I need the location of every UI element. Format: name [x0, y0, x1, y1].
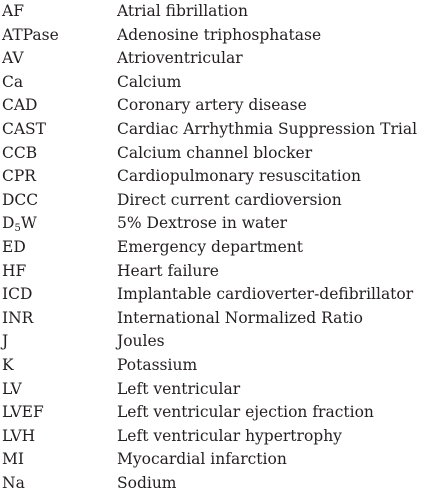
abbreviation: CPR: [2, 167, 36, 186]
abbreviation: DCC: [2, 190, 39, 209]
abbreviation: ED: [2, 237, 26, 256]
abbreviation: LVH: [2, 426, 36, 445]
abbreviation-main: D: [2, 214, 15, 233]
abbreviation-row: [2, 94, 430, 118]
abbreviation-row: [2, 283, 430, 307]
abbreviation-rest: W: [20, 214, 37, 233]
abbreviation-row: [2, 142, 430, 166]
abbreviation: ATPase: [2, 25, 59, 44]
definition: International Normalized Ratio: [117, 308, 363, 327]
abbreviation-row: [2, 189, 430, 213]
abbreviation-row: [2, 330, 430, 354]
abbreviation-row: [2, 71, 430, 95]
abbreviation-row: [2, 425, 430, 449]
abbreviation-row: [2, 212, 430, 236]
abbreviation: K: [2, 355, 14, 374]
definition: Cardiac Arrhythmia Suppression Trial: [117, 119, 418, 138]
abbreviation: HF: [2, 261, 27, 280]
abbreviation-row: [2, 47, 430, 71]
definition: Coronary artery disease: [117, 96, 307, 115]
abbreviation: [2, 212, 117, 236]
abbreviation: CCB: [2, 143, 38, 162]
abbreviation-row: [2, 472, 430, 496]
abbreviation: CAST: [2, 119, 47, 138]
abbreviation-row: [2, 401, 430, 425]
abbreviation-row: [2, 165, 430, 189]
definition: Atrial fibrillation: [117, 2, 248, 20]
abbreviation: LVEF: [2, 403, 44, 422]
definition: Adenosine triphosphatase: [117, 25, 322, 44]
abbreviation-row: [2, 24, 430, 48]
abbreviation-row: [2, 118, 430, 142]
abbreviation: INR: [2, 308, 34, 327]
definition: Left ventricular hypertrophy: [117, 426, 342, 445]
definition: Implantable cardioverter-defibrillator: [117, 285, 414, 304]
definition: Cardiopulmonary resuscitation: [117, 167, 362, 186]
abbreviation: ICD: [2, 285, 33, 304]
definition: Left ventricular: [117, 379, 241, 398]
abbreviation-row: [2, 354, 430, 378]
definition: Atrioventricular: [117, 49, 243, 68]
definition: Calcium: [117, 72, 182, 91]
definition: Heart failure: [117, 261, 219, 280]
abbreviation-row: [2, 448, 430, 472]
abbreviation-subscript: 5: [14, 223, 21, 235]
abbreviation: Na: [2, 473, 25, 492]
definition: Direct current cardioversion: [117, 190, 342, 209]
definition: Potassium: [117, 355, 198, 374]
abbreviation-row: [2, 0, 430, 24]
definition: Calcium channel blocker: [117, 143, 313, 162]
abbreviation-list: [2, 0, 430, 495]
abbreviation: Ca: [2, 72, 24, 91]
abbreviation-row: [2, 378, 430, 402]
abbreviation-row: [2, 307, 430, 331]
abbreviation: CAD: [2, 96, 38, 115]
abbreviation: LV: [2, 379, 22, 398]
abbreviation: AF: [2, 2, 24, 20]
abbreviation: AV: [2, 49, 24, 68]
abbreviation: J: [2, 332, 9, 351]
abbreviation: MI: [2, 450, 24, 469]
definition: Joules: [117, 332, 165, 351]
definition: Myocardial infarction: [117, 450, 287, 469]
abbreviation-row: [2, 236, 430, 260]
definition: Sodium: [117, 473, 177, 492]
abbreviation-row: [2, 260, 430, 284]
definition: Left ventricular ejection fraction: [117, 403, 374, 422]
definition: Emergency department: [117, 237, 304, 256]
definition: 5% Dextrose in water: [117, 214, 288, 233]
